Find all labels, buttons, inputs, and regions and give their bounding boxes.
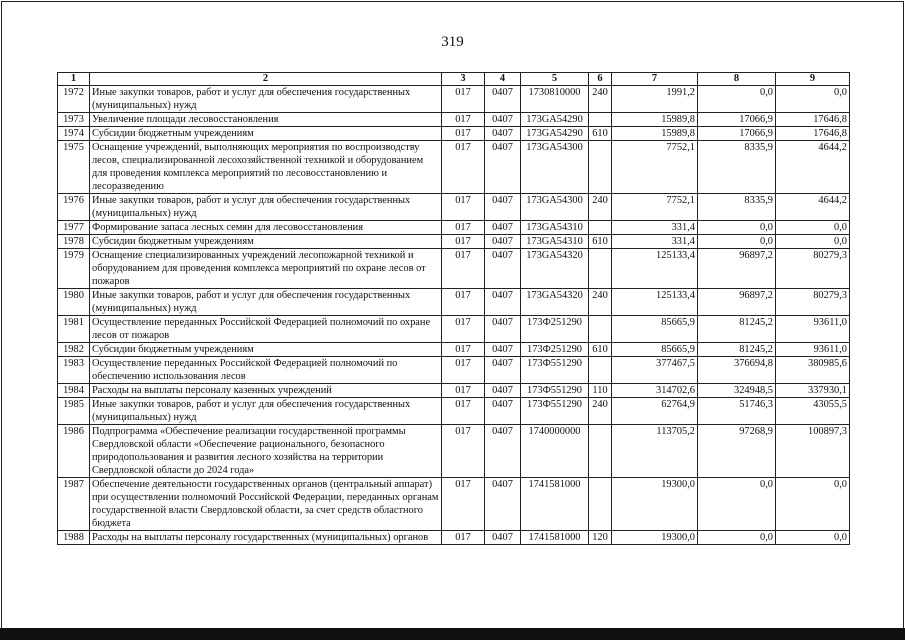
row-value-7: 331,4 [612,235,698,249]
row-code-3: 017 [442,316,485,343]
row-code-3: 017 [442,113,485,127]
row-code-5: 173Ф551290 [521,384,589,398]
row-value-8: 0,0 [698,221,776,235]
row-number: 1983 [58,357,90,384]
row-code-5: 173GA54310 [521,221,589,235]
row-code-4: 0407 [485,398,521,425]
row-value-7: 19300,0 [612,478,698,531]
row-code-5: 173GA54290 [521,113,589,127]
row-code-5: 173GA54320 [521,289,589,316]
row-value-9: 337930,1 [776,384,850,398]
row-value-7: 1991,2 [612,86,698,113]
row-name: Осуществление переданных Российской Федерацией полномочий по охране лесов от пожаров [90,316,442,343]
row-value-9: 0,0 [776,531,850,545]
row-code-3: 017 [442,235,485,249]
row-code-5: 173Ф551290 [521,398,589,425]
row-value-7: 15989,8 [612,113,698,127]
row-value-8: 0,0 [698,235,776,249]
row-code-4: 0407 [485,531,521,545]
table-row [58,235,850,249]
row-name: Субсидии бюджетным учреждениям [90,343,442,357]
table-row [58,343,850,357]
row-code-3: 017 [442,194,485,221]
row-number: 1973 [58,113,90,127]
table-row [58,384,850,398]
row-code-3: 017 [442,425,485,478]
row-code-6 [589,357,612,384]
row-value-9: 4644,2 [776,141,850,194]
row-name: Иные закупки товаров, работ и услуг для обеспечения государственных (муниципальных) нужд [90,86,442,113]
table-row [58,113,850,127]
row-code-6 [589,249,612,289]
row-value-7: 62764,9 [612,398,698,425]
row-code-3: 017 [442,221,485,235]
row-code-4: 0407 [485,235,521,249]
col-header-2: 2 [90,73,442,86]
row-value-9: 93611,0 [776,343,850,357]
table-row [58,141,850,194]
row-value-8: 8335,9 [698,194,776,221]
col-header-1: 1 [58,73,90,86]
row-code-5: 1741581000 [521,478,589,531]
row-number: 1982 [58,343,90,357]
row-value-8: 81245,2 [698,343,776,357]
row-value-8: 376694,8 [698,357,776,384]
row-number: 1972 [58,86,90,113]
row-code-6 [589,141,612,194]
col-header-4: 4 [485,73,521,86]
col-header-9: 9 [776,73,850,86]
row-value-7: 85665,9 [612,316,698,343]
table-row [58,289,850,316]
row-name: Субсидии бюджетным учреждениям [90,235,442,249]
row-value-9: 17646,8 [776,127,850,141]
row-name: Подпрограмма «Обеспечение реализации государственной программы Свердловской области «Обеспечение рационального, безопасного природопользования и развития лесного хозяйства на территории Свердловской области до 2024 года» [90,425,442,478]
row-code-4: 0407 [485,425,521,478]
row-code-4: 0407 [485,221,521,235]
row-value-8: 324948,5 [698,384,776,398]
row-code-3: 017 [442,398,485,425]
col-header-3: 3 [442,73,485,86]
row-value-7: 15989,8 [612,127,698,141]
row-number: 1978 [58,235,90,249]
row-name: Обеспечение деятельности государственных органов (центральный аппарат) при осуществлении полномочий Российской Федерации, переданных органам государственной власти Свердловской области, за счет средств областного бюджета [90,478,442,531]
row-name: Иные закупки товаров, работ и услуг для обеспечения государственных (муниципальных) нужд [90,194,442,221]
table-row [58,127,850,141]
row-value-8: 96897,2 [698,249,776,289]
row-code-5: 173Ф551290 [521,357,589,384]
row-value-7: 85665,9 [612,343,698,357]
row-code-6: 610 [589,127,612,141]
row-value-9: 0,0 [776,86,850,113]
table-row [58,531,850,545]
row-code-3: 017 [442,127,485,141]
row-code-3: 017 [442,249,485,289]
row-value-7: 19300,0 [612,531,698,545]
row-value-9: 17646,8 [776,113,850,127]
table-row [58,478,850,531]
budget-table [57,72,850,545]
row-name: Иные закупки товаров, работ и услуг для обеспечения государственных (муниципальных) нужд [90,398,442,425]
row-value-8: 0,0 [698,478,776,531]
row-value-7: 7752,1 [612,141,698,194]
row-code-4: 0407 [485,289,521,316]
row-number: 1976 [58,194,90,221]
col-header-7: 7 [612,73,698,86]
table-row [58,86,850,113]
row-code-5: 1730810000 [521,86,589,113]
row-value-7: 314702,6 [612,384,698,398]
row-value-9: 93611,0 [776,316,850,343]
row-code-4: 0407 [485,141,521,194]
row-code-6 [589,221,612,235]
row-value-8: 0,0 [698,86,776,113]
row-number: 1977 [58,221,90,235]
row-number: 1981 [58,316,90,343]
row-code-3: 017 [442,141,485,194]
row-value-8: 96897,2 [698,289,776,316]
row-value-7: 377467,5 [612,357,698,384]
row-code-6: 240 [589,194,612,221]
row-value-8: 51746,3 [698,398,776,425]
row-value-9: 43055,5 [776,398,850,425]
row-code-3: 017 [442,343,485,357]
row-code-5: 1741581000 [521,531,589,545]
row-code-4: 0407 [485,127,521,141]
row-name: Увеличение площади лесовосстановления [90,113,442,127]
row-code-6 [589,316,612,343]
row-name: Формирование запаса лесных семян для лесовосстановления [90,221,442,235]
row-name: Оснащение учреждений, выполняющих мероприятия по воспроизводству лесов, специализированной лесохозяйственной техникой и оборудованием для проведения комплекса мероприятий по лесовосстановлению и лесоразведению [90,141,442,194]
row-name: Расходы на выплаты персоналу государственных (муниципальных) органов [90,531,442,545]
row-code-6: 610 [589,235,612,249]
row-value-9: 4644,2 [776,194,850,221]
row-name: Расходы на выплаты персоналу казенных учреждений [90,384,442,398]
row-value-7: 331,4 [612,221,698,235]
table-row [58,316,850,343]
row-code-6: 110 [589,384,612,398]
row-code-6: 240 [589,289,612,316]
row-code-6 [589,425,612,478]
row-name: Оснащение специализированных учреждений лесопожарной техникой и оборудованием для проведения комплекса мероприятий по охране лесов от пожаров [90,249,442,289]
row-name: Иные закупки товаров, работ и услуг для обеспечения государственных (муниципальных) нужд [90,289,442,316]
row-value-8: 17066,9 [698,127,776,141]
row-code-4: 0407 [485,113,521,127]
table-row [58,194,850,221]
row-code-3: 017 [442,86,485,113]
row-value-9: 80279,3 [776,289,850,316]
row-code-3: 017 [442,531,485,545]
row-value-8: 17066,9 [698,113,776,127]
row-code-4: 0407 [485,316,521,343]
row-code-4: 0407 [485,343,521,357]
row-code-5: 173GA54300 [521,194,589,221]
col-header-8: 8 [698,73,776,86]
row-code-3: 017 [442,384,485,398]
row-code-4: 0407 [485,249,521,289]
row-value-7: 7752,1 [612,194,698,221]
row-code-4: 0407 [485,384,521,398]
row-code-3: 017 [442,357,485,384]
row-code-3: 017 [442,289,485,316]
row-code-3: 017 [442,478,485,531]
row-name: Осуществление переданных Российской Федерацией полномочий по обеспечению использования лесов [90,357,442,384]
row-value-7: 113705,2 [612,425,698,478]
table-row [58,398,850,425]
row-value-8: 8335,9 [698,141,776,194]
row-code-5: 173GA54290 [521,127,589,141]
row-value-7: 125133,4 [612,249,698,289]
row-code-6: 240 [589,398,612,425]
row-code-6: 240 [589,86,612,113]
row-number: 1974 [58,127,90,141]
row-number: 1987 [58,478,90,531]
scan-edge [0,628,905,640]
row-value-8: 81245,2 [698,316,776,343]
row-value-8: 0,0 [698,531,776,545]
row-value-7: 125133,4 [612,289,698,316]
row-code-5: 1740000000 [521,425,589,478]
row-code-5: 173GA54320 [521,249,589,289]
row-code-6 [589,478,612,531]
table-row [58,357,850,384]
row-code-5: 173Ф251290 [521,343,589,357]
row-code-4: 0407 [485,478,521,531]
row-number: 1988 [58,531,90,545]
row-value-9: 380985,6 [776,357,850,384]
row-number: 1986 [58,425,90,478]
row-number: 1985 [58,398,90,425]
row-value-9: 100897,3 [776,425,850,478]
col-header-6: 6 [589,73,612,86]
table-row [58,221,850,235]
col-header-5: 5 [521,73,589,86]
table-body [58,86,850,545]
row-code-6: 120 [589,531,612,545]
table-row [58,249,850,289]
page-number: 319 [441,34,464,50]
row-number: 1979 [58,249,90,289]
row-number: 1980 [58,289,90,316]
row-name: Субсидии бюджетным учреждениям [90,127,442,141]
row-value-9: 0,0 [776,221,850,235]
row-code-6 [589,113,612,127]
row-number: 1984 [58,384,90,398]
row-value-9: 80279,3 [776,249,850,289]
table-row [58,425,850,478]
row-code-6: 610 [589,343,612,357]
row-number: 1975 [58,141,90,194]
row-code-5: 173Ф251290 [521,316,589,343]
row-code-5: 173GA54300 [521,141,589,194]
row-value-8: 97268,9 [698,425,776,478]
row-code-4: 0407 [485,86,521,113]
row-code-4: 0407 [485,194,521,221]
row-value-9: 0,0 [776,235,850,249]
row-code-5: 173GA54310 [521,235,589,249]
row-code-4: 0407 [485,357,521,384]
header-row [58,73,850,86]
row-value-9: 0,0 [776,478,850,531]
